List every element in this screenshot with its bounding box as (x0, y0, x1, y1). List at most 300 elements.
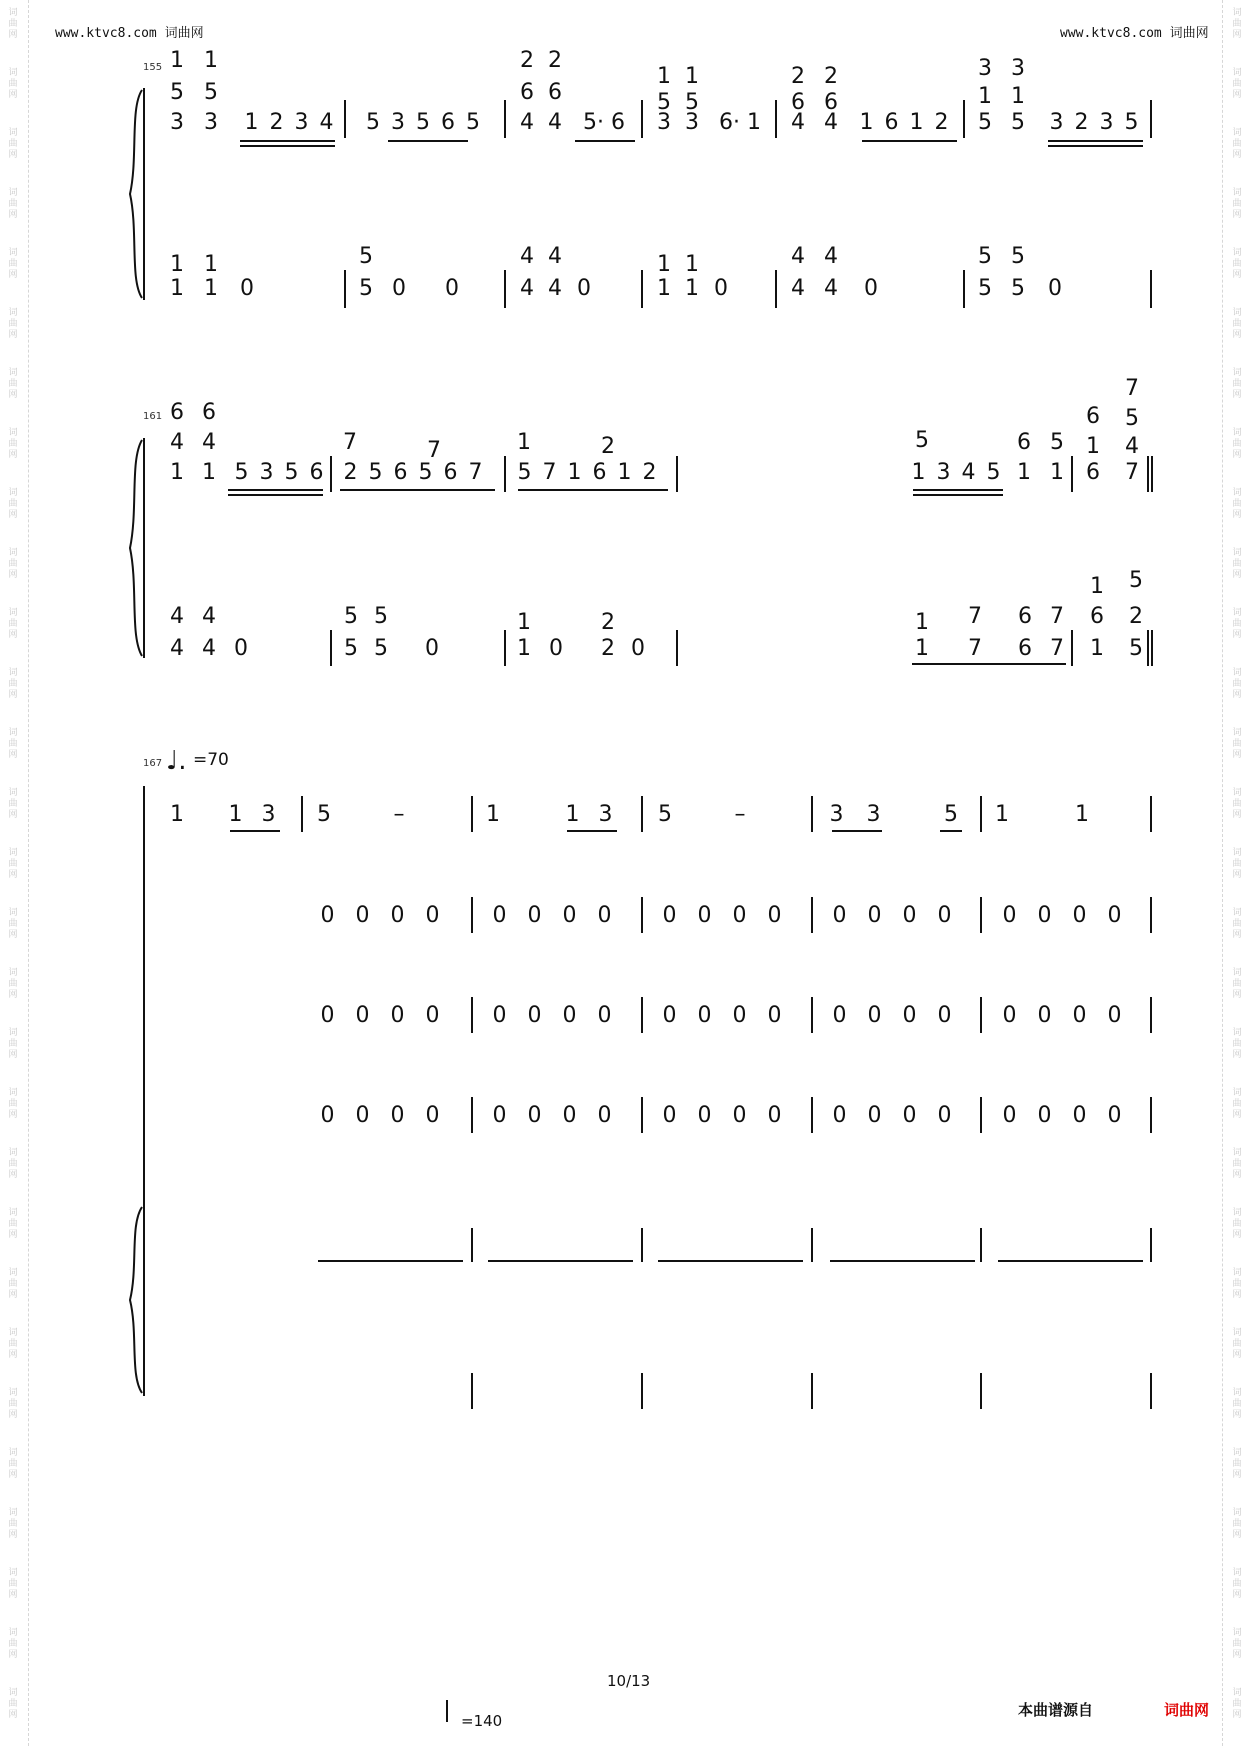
barline (641, 270, 643, 308)
watermark-text: 词 曲 网 (1232, 1568, 1242, 1600)
barline (301, 796, 303, 832)
barline (676, 456, 678, 492)
note: 7 (968, 636, 982, 661)
beam (998, 1260, 1143, 1262)
barline (811, 1373, 813, 1409)
watermark-text: 词 曲 网 (8, 1268, 18, 1300)
barline (344, 270, 346, 308)
beam (862, 140, 957, 142)
note: 6 (1090, 604, 1104, 629)
rest: 0 (425, 636, 439, 661)
note: 5 (915, 428, 929, 453)
barline (963, 270, 965, 308)
rest-bar: 0 0 0 0 (320, 903, 440, 928)
note: 6 (548, 80, 562, 105)
left-border (28, 0, 30, 1746)
measure-number: 161 (143, 411, 163, 422)
note: 5 (344, 636, 358, 661)
note: 5 (170, 80, 184, 105)
barline (471, 1228, 473, 1262)
note: 1 (915, 636, 929, 661)
note: 6 (824, 90, 838, 115)
rest-bar: 0 0 0 0 (1002, 1103, 1122, 1128)
note: 6 (1017, 430, 1031, 455)
barline (1150, 997, 1152, 1033)
watermark-text: 词 曲 网 (1232, 188, 1242, 220)
note: 5 (359, 276, 373, 301)
beam (240, 140, 335, 142)
note: 2 (601, 434, 615, 459)
note: 1 (915, 610, 929, 635)
note: 1 (1086, 434, 1100, 459)
watermark-text: 词 曲 网 (1232, 968, 1242, 1000)
note: 5 (1011, 110, 1025, 135)
barline (676, 630, 678, 666)
note: 1 (170, 48, 184, 73)
page-number: 10/13 (607, 1672, 651, 1690)
note: 5 (1129, 636, 1143, 661)
beam (1048, 140, 1143, 142)
note: 6 (1018, 604, 1032, 629)
rest: 0 (864, 276, 878, 301)
melody-run: 2 5 6 5 6 7 (343, 460, 485, 485)
note: 4 (1125, 434, 1139, 459)
note: 1 (657, 64, 671, 89)
watermark-text: 词 曲 网 (1232, 668, 1242, 700)
watermark-text: 词 曲 网 (8, 428, 18, 460)
note: 5 (204, 80, 218, 105)
watermark-text: 词 曲 网 (8, 1208, 18, 1240)
barline (1150, 1097, 1152, 1133)
rest: 0 (240, 276, 254, 301)
source-text: 本曲谱源自 (1018, 1701, 1094, 1719)
rest: 0 (714, 276, 728, 301)
note: 3 (978, 56, 992, 81)
note: 3 (657, 110, 671, 135)
note: 5 (1129, 568, 1143, 593)
melody-note: 5 (944, 802, 958, 827)
barline (980, 1097, 982, 1133)
barline (1071, 456, 1073, 492)
note: 1 (978, 84, 992, 109)
note: 1 (1090, 636, 1104, 661)
watermark-text: 词 曲 网 (8, 728, 18, 760)
rest-bar: 0 0 0 0 (662, 1003, 782, 1028)
note: 6 (520, 80, 534, 105)
beam (575, 140, 635, 142)
watermark-text: 词 曲 网 (8, 248, 18, 280)
piano-right-hand (0, 1180, 1250, 1260)
melody-note: 1 (995, 802, 1009, 827)
melody-note: 1 (170, 802, 184, 827)
quarter-note-tempo-icon: ♩. (166, 746, 187, 776)
rest-bar: 0 0 0 0 (662, 1103, 782, 1128)
watermark-text: 词 曲 网 (8, 908, 18, 940)
note: 1 (170, 252, 184, 277)
note: 4 (791, 110, 805, 135)
note: 4 (824, 244, 838, 269)
beam (1048, 145, 1143, 147)
melody-run: 6· 1 (719, 110, 761, 135)
note: 4 (170, 604, 184, 629)
note: 4 (791, 276, 805, 301)
watermark-text: 词 曲 网 (8, 608, 18, 640)
note: 7 (1050, 604, 1064, 629)
beam (240, 145, 335, 147)
note: 2 (601, 610, 615, 635)
note: 5 (1011, 276, 1025, 301)
watermark-text: 词 曲 网 (1232, 1388, 1242, 1420)
beam (488, 1260, 633, 1262)
melody-note: – (393, 802, 405, 827)
measure-number: 155 (143, 62, 163, 73)
barline (811, 796, 813, 832)
melody-run: 5 3 5 6 5 (366, 110, 482, 135)
barline (471, 997, 473, 1033)
note: 6 (202, 400, 216, 425)
melody-run: 1 2 3 4 (244, 110, 336, 135)
barline (641, 997, 643, 1033)
barline (330, 456, 332, 492)
barline (811, 1097, 813, 1133)
melody-note: 1 3 (228, 802, 282, 827)
melody-run: 5 3 5 6 (234, 460, 326, 485)
rest: 0 (1048, 276, 1062, 301)
note: 5 (657, 90, 671, 115)
barline (963, 100, 965, 138)
rest-bar: 0 0 0 0 (1002, 1003, 1122, 1028)
barline (471, 1097, 473, 1133)
watermark-text: 词 曲 网 (1232, 368, 1242, 400)
watermark-text: 词 曲 网 (8, 848, 18, 880)
watermark-text: 词 曲 网 (1232, 548, 1242, 580)
note: 7 (968, 604, 982, 629)
melody-note: – (734, 802, 746, 827)
barline (344, 100, 346, 138)
melody-run: 3 2 3 5 (1049, 110, 1141, 135)
note: 4 (791, 244, 805, 269)
watermark-text: 词 曲 网 (8, 548, 18, 580)
note: 7 (1050, 636, 1064, 661)
watermark-text: 词 曲 网 (1232, 1448, 1242, 1480)
barline (811, 997, 813, 1033)
beam (830, 1260, 975, 1262)
note: 4 (520, 244, 534, 269)
beam (228, 489, 323, 491)
note: 6 (170, 400, 184, 425)
note: 4 (170, 430, 184, 455)
note: 5 (1125, 406, 1139, 431)
barline (1151, 456, 1153, 492)
right-border (1222, 0, 1224, 1746)
note: 1 (170, 276, 184, 301)
barline (504, 630, 506, 666)
system-start-line (143, 438, 145, 658)
watermark-text: 词 曲 网 (1232, 1268, 1242, 1300)
barline (504, 456, 506, 492)
melody-note: 3 3 (829, 802, 889, 827)
watermark-text: 词 曲 网 (8, 968, 18, 1000)
note: 1 (685, 276, 699, 301)
note: 2 (791, 64, 805, 89)
note: 5 (685, 90, 699, 115)
watermark-text: 词 曲 网 (1232, 908, 1242, 940)
rest-row-2 (0, 1005, 1250, 1035)
note: 6 (1086, 460, 1100, 485)
rest: 0 (445, 276, 459, 301)
barline (1150, 100, 1152, 138)
rest-bar: 0 0 0 0 (320, 1103, 440, 1128)
rest-bar: 0 0 0 0 (492, 1103, 612, 1128)
note: 6 (1018, 636, 1032, 661)
note: 4 (824, 276, 838, 301)
note: 2 (1129, 604, 1143, 629)
note: 6 (791, 90, 805, 115)
rest-bar: 0 0 0 0 (1002, 903, 1122, 928)
barline (504, 100, 506, 138)
note: 5 (978, 276, 992, 301)
watermark-text: 词 曲 网 (1232, 1628, 1242, 1660)
melody-note: 5 (658, 802, 672, 827)
beam (832, 830, 882, 832)
watermark-text: 词 曲 网 (1232, 1328, 1242, 1360)
watermark-text: 词 曲 网 (1232, 428, 1242, 460)
watermark-text: 词 曲 网 (1232, 8, 1242, 40)
barline (504, 270, 506, 308)
note: 6 (1086, 404, 1100, 429)
note: 4 (202, 604, 216, 629)
note: 1 (517, 610, 531, 635)
note: 1 (517, 430, 531, 455)
note: 1 (1050, 460, 1064, 485)
note: 1 (1090, 574, 1104, 599)
barline (1151, 630, 1153, 666)
melody-note: 1 3 (565, 802, 619, 827)
rest: 0 (549, 636, 563, 661)
watermark-text: 词 曲 网 (8, 788, 18, 820)
melody-run: 1 6 1 2 (859, 110, 951, 135)
watermark-text: 词 曲 网 (8, 668, 18, 700)
barline (1150, 1373, 1152, 1409)
watermark-text: 词 曲 网 (8, 1688, 18, 1720)
watermark-text: 词 曲 网 (8, 1028, 18, 1060)
note: 1 (657, 252, 671, 277)
note: 4 (202, 636, 216, 661)
note: 7 (343, 430, 357, 455)
note: 1 (1017, 460, 1031, 485)
note: 3 (1011, 56, 1025, 81)
barline (1071, 630, 1073, 666)
barline (980, 796, 982, 832)
watermark-text: 词 曲 网 (8, 368, 18, 400)
melody-run: 5 7 1 6 1 2 (517, 460, 659, 485)
barline (1147, 456, 1149, 492)
watermark-text: 词 曲 网 (1232, 488, 1242, 520)
rest: 0 (577, 276, 591, 301)
rest-bar: 0 0 0 0 (662, 903, 782, 928)
watermark-text: 词 曲 网 (1232, 248, 1242, 280)
note: 4 (520, 110, 534, 135)
note: 1 (204, 252, 218, 277)
watermark-text: 词 曲 网 (8, 1148, 18, 1180)
watermark-text: 词 曲 网 (1232, 788, 1242, 820)
melody-note: 5 (317, 802, 331, 827)
barline (471, 796, 473, 832)
note: 4 (548, 244, 562, 269)
watermark-text: 词 曲 网 (8, 1448, 18, 1480)
barline (471, 897, 473, 933)
barline (1147, 630, 1149, 666)
barline (980, 1373, 982, 1409)
watermark-text: 词 曲 网 (8, 308, 18, 340)
rest-row-1 (0, 905, 1250, 935)
barline (471, 1373, 473, 1409)
watermark-text: 词 曲 网 (8, 128, 18, 160)
note: 1 (204, 276, 218, 301)
barline (775, 100, 777, 138)
note: 1 (685, 64, 699, 89)
melody-run: 5· 6 (583, 110, 625, 135)
note: 2 (520, 48, 534, 73)
barline (641, 1097, 643, 1133)
barline (330, 630, 332, 666)
barline (1150, 270, 1152, 308)
note: 5 (1011, 244, 1025, 269)
watermark-text: 词 曲 网 (8, 188, 18, 220)
melody-run: 1 3 4 5 (911, 460, 1003, 485)
rest: 0 (234, 636, 248, 661)
rest-row-3 (0, 1105, 1250, 1135)
rest: 0 (392, 276, 406, 301)
watermark-text: 词 曲 网 (8, 1088, 18, 1120)
rest-bar: 0 0 0 0 (832, 1103, 952, 1128)
barline (980, 1228, 982, 1262)
note: 4 (824, 110, 838, 135)
note: 1 (657, 276, 671, 301)
note: 5 (978, 110, 992, 135)
barline (641, 1373, 643, 1409)
watermark-text: 词 曲 网 (1232, 848, 1242, 880)
note: 4 (170, 636, 184, 661)
source-brand-link[interactable]: 词曲网 (1164, 1701, 1210, 1719)
watermark-text: 词 曲 网 (1232, 1508, 1242, 1540)
watermark-text: 词 曲 网 (1232, 1028, 1242, 1060)
note: 1 (202, 460, 216, 485)
beam (940, 830, 962, 832)
beam (658, 1260, 803, 1262)
next-tempo: =140 (461, 1712, 503, 1730)
note: 5 (1050, 430, 1064, 455)
rest: 0 (631, 636, 645, 661)
watermark-text: 词 曲 网 (1232, 128, 1242, 160)
system-start-line (143, 88, 145, 300)
watermark-text: 词 曲 网 (8, 488, 18, 520)
watermark-text: 词 曲 网 (1232, 1148, 1242, 1180)
watermark-text: 词 曲 网 (1232, 608, 1242, 640)
barline (641, 100, 643, 138)
beam (388, 140, 468, 142)
piano-left-hand (0, 1355, 1250, 1415)
beam (567, 830, 617, 832)
note: 4 (520, 276, 534, 301)
barline (811, 897, 813, 933)
note: 1 (1011, 84, 1025, 109)
note: 3 (685, 110, 699, 135)
watermark-text: 词 曲 网 (1232, 308, 1242, 340)
beam (913, 494, 1003, 496)
watermark-text: 词 曲 网 (8, 1508, 18, 1540)
header-right-site[interactable]: www.ktvc8.com 词曲网 (1060, 26, 1209, 41)
note: 5 (374, 604, 388, 629)
note: 7 (1125, 460, 1139, 485)
note: 2 (824, 64, 838, 89)
note: 5 (344, 604, 358, 629)
watermark-text: 词 曲 网 (1232, 1688, 1242, 1720)
note: 7 (1125, 376, 1139, 401)
barline (811, 1228, 813, 1262)
watermark-text: 词 曲 网 (1232, 68, 1242, 100)
note: 7 (427, 438, 441, 463)
barline (1150, 897, 1152, 933)
note: 2 (601, 636, 615, 661)
note: 3 (204, 110, 218, 135)
beam (228, 494, 323, 496)
watermark-text: 词 曲 网 (8, 1568, 18, 1600)
note: 4 (202, 430, 216, 455)
rest-bar: 0 0 0 0 (320, 1003, 440, 1028)
barline (980, 897, 982, 933)
note: 1 (170, 460, 184, 485)
beam (913, 489, 1003, 491)
note: 4 (548, 276, 562, 301)
rest-bar: 0 0 0 0 (832, 903, 952, 928)
watermark-text: 词 曲 网 (8, 8, 18, 40)
watermark-text: 词 曲 网 (8, 68, 18, 100)
note: 2 (548, 48, 562, 73)
beam (912, 663, 1066, 665)
note: 1 (517, 636, 531, 661)
barline (980, 997, 982, 1033)
note: 1 (685, 252, 699, 277)
note: 5 (978, 244, 992, 269)
beam (230, 830, 280, 832)
barline (775, 270, 777, 308)
watermark-text: 词 曲 网 (8, 1328, 18, 1360)
barline (641, 897, 643, 933)
header-left-site[interactable]: www.ktvc8.com 词曲网 (55, 26, 204, 41)
rest-bar: 0 0 0 0 (492, 1003, 612, 1028)
barline (1150, 796, 1152, 832)
beam (518, 489, 668, 491)
note: 4 (548, 110, 562, 135)
melody-note: 1 (1075, 802, 1089, 827)
watermark-text: 词 曲 网 (8, 1388, 18, 1420)
measure-number: 167 (143, 758, 163, 769)
barline (641, 796, 643, 832)
note: 3 (170, 110, 184, 135)
note: 1 (204, 48, 218, 73)
watermark-text: 词 曲 网 (1232, 728, 1242, 760)
rest-bar: 0 0 0 0 (832, 1003, 952, 1028)
watermark-text: 词 曲 网 (1232, 1088, 1242, 1120)
tempo-label: =70 (193, 750, 229, 770)
watermark-text: 词 曲 网 (1232, 1208, 1242, 1240)
beam (340, 489, 495, 491)
watermark-text: 词 曲 网 (8, 1628, 18, 1660)
rest-bar: 0 0 0 0 (492, 903, 612, 928)
note: 5 (359, 244, 373, 269)
beam (318, 1260, 463, 1262)
